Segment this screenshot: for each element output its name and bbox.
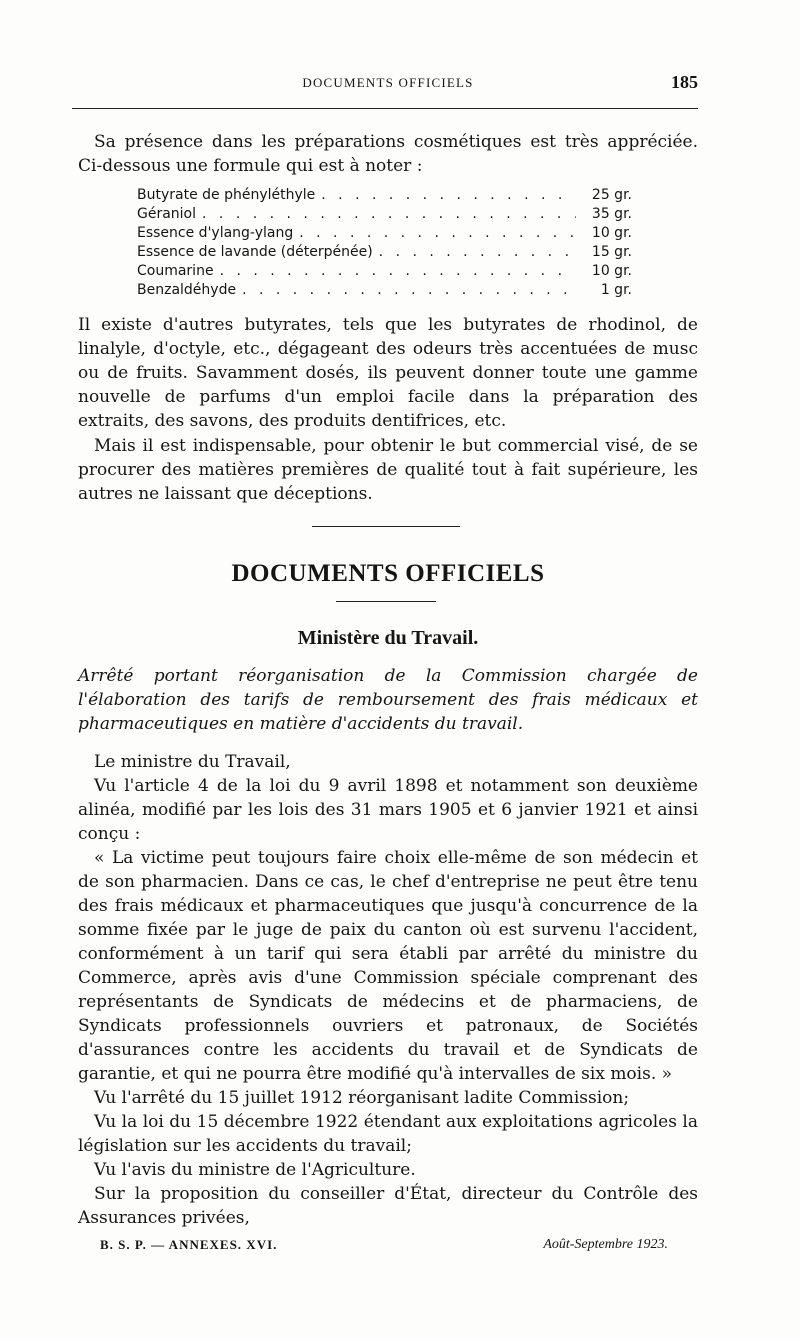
ingredient-name: Coumarine (137, 263, 214, 279)
butyrates-paragraph: Il existe d'autres butyrates, tels que les butyrates de rhodinol, de linalyle, d'octyle, etc., dégageant des odeurs très accentuées de musc ou de fruits. Savamment dosés, ils peuvent donner toute une gamme nouvelle de parfums d'un emploi facile dans la préparation des extraits, des savons, des produits dentifrices, etc. (78, 315, 698, 431)
header-rule (72, 108, 698, 109)
running-head (78, 72, 698, 97)
decree-paragraph: Vu la loi du 15 décembre 1922 étendant aux exploitations agricoles la législation sur les accidents du travail; (78, 1112, 698, 1156)
intro-paragraph: Sa présence dans les préparations cosmétiques est très appréciée. Ci-dessous une formule qui est à noter : (78, 132, 698, 176)
running-title: DOCUMENTS OFFICIELS (302, 75, 474, 90)
footer-publication: B. S. P. — ANNEXES. XVI. (100, 1237, 278, 1252)
footer-date: Août-Septembre 1923. (543, 1237, 668, 1252)
section-rule-top (312, 526, 460, 527)
ingredient-quantity: 35 gr. (591, 206, 632, 222)
ingredient-name: Essence de lavande (déterpénée) (137, 244, 373, 260)
formula-row (137, 225, 632, 244)
ingredient-name: Essence d'ylang-ylang (137, 225, 294, 241)
decree-paragraph: Vu l'avis du ministre de l'Agriculture. (94, 1160, 416, 1180)
formula-table (137, 187, 632, 301)
section-rule-bottom (336, 601, 436, 602)
ingredient-name: Géraniol (137, 206, 197, 222)
decree-paragraph: Sur la proposition du conseiller d'État, directeur du Contrôle des Assurances privées, (78, 1184, 698, 1228)
section-title: DOCUMENTS OFFICIELS (231, 560, 545, 587)
ingredient-quantity: 1 gr. (600, 282, 632, 298)
decree-paragraph: Le ministre du Travail, (94, 752, 291, 772)
leader-dots (299, 225, 576, 241)
ministry-heading: Ministère du Travail. (297, 627, 479, 649)
formula-row (137, 244, 632, 263)
formula-row (137, 187, 632, 206)
ingredient-quantity: 10 gr. (591, 225, 632, 241)
page-number: 185 (671, 72, 698, 92)
decree-paragraph: Vu l'arrêté du 15 juillet 1912 réorganisant ladite Commission; (94, 1088, 630, 1108)
leader-dots (242, 282, 576, 298)
leader-dots (202, 206, 576, 222)
ingredient-quantity: 10 gr. (591, 263, 632, 279)
decree-paragraph: Vu l'article 4 de la loi du 9 avril 1898 et notamment son deuxième alinéa, modifié par les lois des 31 mars 1905 et 6 janvier 1921 et ainsi conçu : (78, 776, 698, 844)
leader-dots (220, 263, 576, 279)
ingredient-name: Butyrate de phényléthyle (137, 187, 316, 203)
formula-row (137, 263, 632, 282)
leader-dots (379, 244, 576, 260)
quality-paragraph: Mais il est indispensable, pour obtenir le but commercial visé, de se procurer des matières premières de qualité tout à fait supérieure, les autres ne laissant que déceptions. (78, 436, 698, 504)
ingredient-name: Benzaldéhyde (137, 282, 237, 298)
formula-row (137, 206, 632, 225)
ingredient-quantity: 15 gr. (591, 244, 632, 260)
leader-dots (321, 187, 576, 203)
ingredient-quantity: 25 gr. (591, 187, 632, 203)
page-footer (78, 1237, 698, 1259)
formula-row (137, 282, 632, 301)
decree-quote: « La victime peut toujours faire choix elle-même de son médecin et de son pharmacien. Dans ce cas, le chef d'entreprise ne peut être tenu des frais médicaux et pharmaceutiques que jusqu'à concurrence de la somme fixée par le juge de paix du canton où est survenu l'accident, conformément à un tarif qui sera établi par arrêté du ministre du Commerce, après avis d'une Commission spéciale comprenant des représentants de Syndicats de médecins et de pharmaciens, de Syndicats professionnels ouvriers et patronaux, de Sociétés d'assurances contre les accidents du travail et de Syndicats de garantie, et qui ne pourra être modifié qu'à intervalles de six mois. » (78, 848, 698, 1084)
arrete-title: Arrêté portant réorganisation de la Commission chargée de l'élaboration des tarifs de remboursement des frais médicaux et pharmaceutiques en matière d'accidents du travail. (78, 666, 698, 734)
